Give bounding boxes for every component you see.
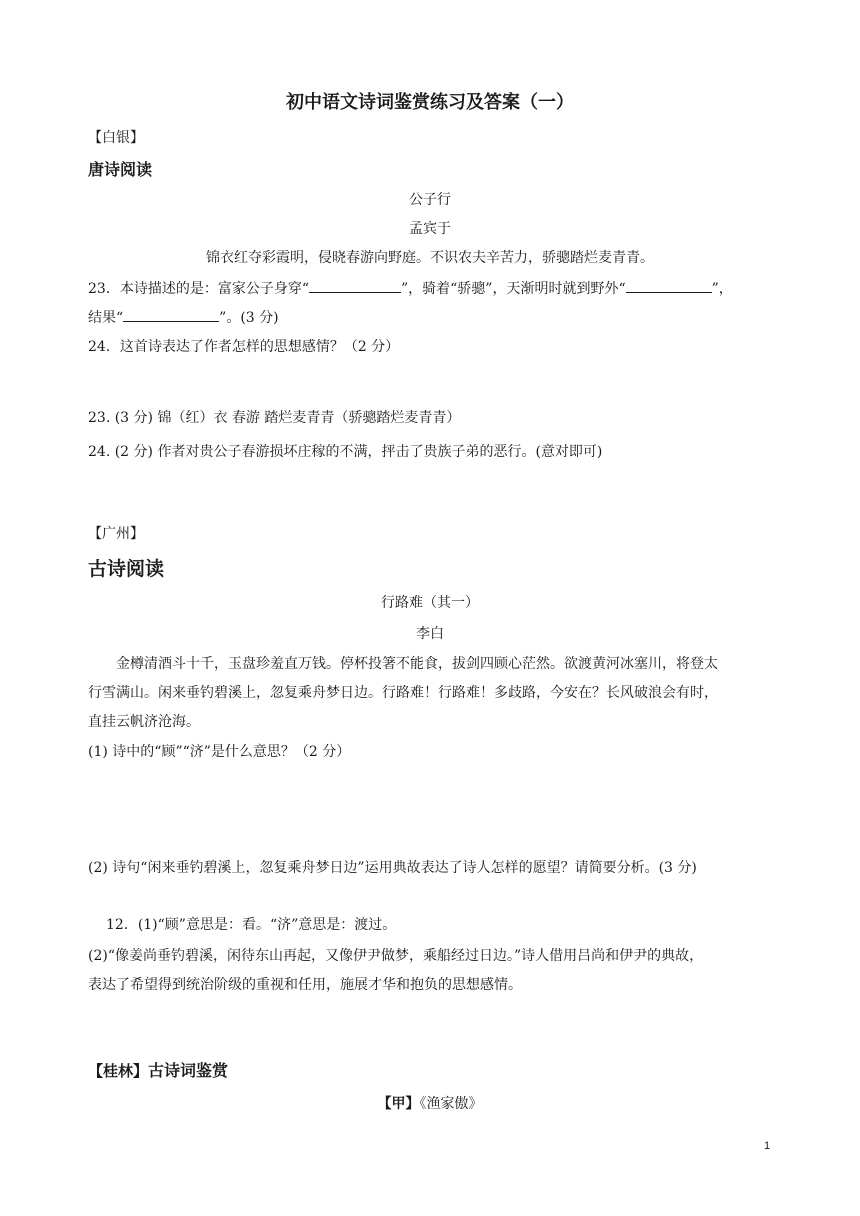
- sub-poem-heading: [0, 1093, 860, 1113]
- answer-blank[interactable]: [123, 309, 219, 322]
- poem-author: 李白: [416, 626, 444, 642]
- poem-title: 行路难（其一）: [381, 595, 479, 611]
- region-tag-guangzhou: 【广州】: [88, 526, 144, 542]
- poem-line: 金樽清酒斗十千，玉盘珍羞直万钱。停杯投箸不能食，拔剑四顾心茫然。欲渡黄河冰塞川，将登太: [116, 656, 718, 672]
- answer-blank[interactable]: [309, 280, 401, 293]
- question-23-line1: [88, 278, 733, 298]
- answer-23: 23. (3 分) 锦（红）衣 春游 踏烂麦青青（骄骢踏烂麦青青）: [88, 410, 461, 426]
- question-24: 24．这首诗表达了作者怎样的思想感情？（2 分）: [88, 339, 400, 355]
- question-23-text-4: 结果“: [88, 310, 124, 326]
- question-23-text-2: ”，骑着“骄骢”，天渐明时就到野外“: [400, 281, 626, 297]
- question-1: (1) 诗中的“顾”“济”是什么意思？（2 分）: [88, 744, 351, 760]
- sub-poem-tag: 【甲】: [377, 1096, 420, 1112]
- section-heading-ancient-poem: 古诗阅读: [88, 558, 165, 580]
- section-heading-poem-appreciation: 古诗词鉴赏: [148, 1061, 229, 1080]
- section-heading-tang-poem: 唐诗阅读: [88, 160, 153, 179]
- poem-line: 直挂云帆济沧海。: [88, 714, 200, 730]
- region-tag-guilin: 【桂林】: [88, 1062, 149, 1080]
- answer-blank[interactable]: [626, 280, 712, 293]
- question-23-text-5: ”。(3 分): [219, 310, 279, 326]
- poem-text: 锦衣红夺彩霞明，侵晓春游向野庭。不识农夫辛苦力，骄骢踏烂麦青青。: [206, 250, 654, 266]
- question-23-text-1: 23．本诗描述的是：富家公子身穿“: [88, 281, 309, 297]
- poem-author: 孟宾于: [409, 221, 451, 237]
- sub-poem-title: 《渔家傲》: [419, 1096, 483, 1112]
- answer-2-line1: (2)“像姜尚垂钓碧溪，闲待东山再起，又像伊尹做梦，乘船经过日边。”诗人借用吕尚和伊尹的典故，: [88, 948, 704, 964]
- region-tag-baiyin: 【白银】: [88, 130, 144, 146]
- question-23-line2: [88, 307, 279, 327]
- question-23-text-3: ”，: [711, 281, 733, 297]
- poem-title: 公子行: [409, 192, 451, 208]
- guilin-heading-row: [88, 1058, 228, 1081]
- answer-2-line2: 表达了希望得到统治阶级的重视和任用，施展才华和抱负的思想感情。: [88, 977, 522, 993]
- answer-24: 24. (2 分) 作者对贵公子春游损坏庄稼的不满，抨击了贵族子弟的恶行。(意对即可): [88, 444, 603, 460]
- page-title: 初中语文诗词鉴赏练习及答案（一）: [286, 92, 574, 113]
- answer-1: 12．(1)“顾”意思是：看。“济”意思是：渡过。: [106, 917, 397, 933]
- question-2: (2) 诗句“闲来垂钓碧溪上，忽复乘舟梦日边”运用典故表达了诗人怎样的愿望？请简要分析。(3 分): [88, 860, 697, 876]
- poem-line: 行雪满山。闲来垂钓碧溪上，忽复乘舟梦日边。行路难！行路难！多歧路，今安在？长风破浪会有时，: [88, 685, 718, 701]
- page-number: 1: [764, 1140, 771, 1152]
